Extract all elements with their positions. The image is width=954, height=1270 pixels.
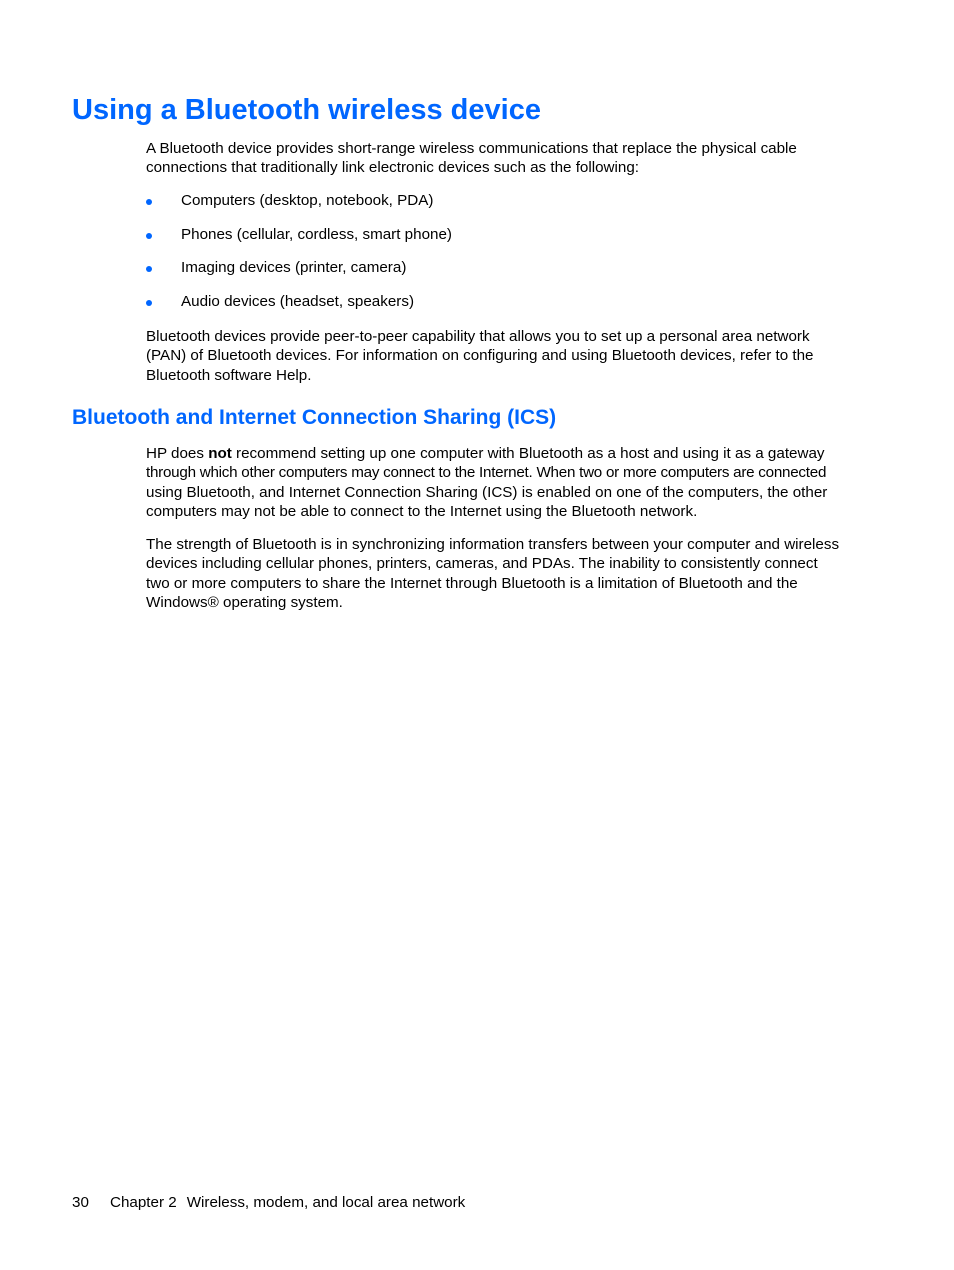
list-item-text: Computers (desktop, notebook, PDA) bbox=[181, 192, 434, 209]
ics-line: through which other computers may connect to the Internet. When two or more computers are connected bbox=[146, 464, 827, 482]
list-item-text: Phones (cellular, cordless, smart phone) bbox=[181, 225, 452, 243]
ics-line: computers may not be able to connect to the Internet using the Bluetooth network. bbox=[146, 502, 698, 520]
page-footer bbox=[72, 1192, 465, 1214]
bullet-icon bbox=[146, 300, 152, 306]
page-title: Using a Bluetooth wireless device bbox=[72, 94, 541, 126]
ics-line: using Bluetooth, and Internet Connection Sharing (ICS) is enabled on one of the computers, the other bbox=[146, 483, 828, 501]
ics-first-line bbox=[146, 444, 876, 463]
strength-line: Windows® operating system. bbox=[146, 593, 343, 611]
pan-paragraph bbox=[146, 327, 876, 385]
strength-line: The strength of Bluetooth is in synchronizing information transfers between your computer and wireless bbox=[146, 536, 840, 553]
section-title: Bluetooth and Internet Connection Sharing (ICS) bbox=[72, 406, 557, 429]
bullet-icon bbox=[146, 266, 152, 272]
pan-line: Bluetooth devices provide peer-to-peer capability that allows you to set up a personal area network bbox=[146, 328, 810, 345]
strength-line: two or more computers to share the Internet through Bluetooth is a limitation of Bluetooth and the bbox=[146, 574, 798, 592]
chapter-label: Chapter 2 bbox=[110, 1194, 177, 1211]
page-number: 30 bbox=[72, 1194, 89, 1211]
strength-line: devices including cellular phones, printers, cameras, and PDAs. The inability to consistently connect bbox=[146, 555, 818, 573]
ics-paragraph bbox=[146, 444, 876, 521]
strength-paragraph bbox=[146, 535, 876, 612]
bullet-icon bbox=[146, 199, 152, 205]
chapter-title: Wireless, modem, and local area network bbox=[186, 1194, 466, 1211]
intro-paragraph bbox=[146, 139, 876, 178]
pan-line: Bluetooth software Help. bbox=[146, 366, 312, 384]
pan-line: (PAN) of Bluetooth devices. For information on configuring and using Bluetooth devices, refer to the bbox=[146, 347, 814, 365]
ics-first-line-rest: recommend setting up one computer with Bluetooth as a host and using it as a gateway bbox=[231, 445, 825, 462]
intro-line: connections that traditionally link electronic devices such as the following: bbox=[146, 159, 640, 177]
ics-prefix: HP does bbox=[146, 445, 209, 462]
bullet-icon bbox=[146, 233, 152, 239]
list-item-text: Imaging devices (printer, camera) bbox=[181, 259, 407, 277]
intro-line: A Bluetooth device provides short-range wireless communications that replace the physical cable bbox=[146, 140, 797, 157]
list-item-text: Audio devices (headset, speakers) bbox=[181, 293, 415, 311]
ics-emphasis: not bbox=[208, 445, 232, 462]
